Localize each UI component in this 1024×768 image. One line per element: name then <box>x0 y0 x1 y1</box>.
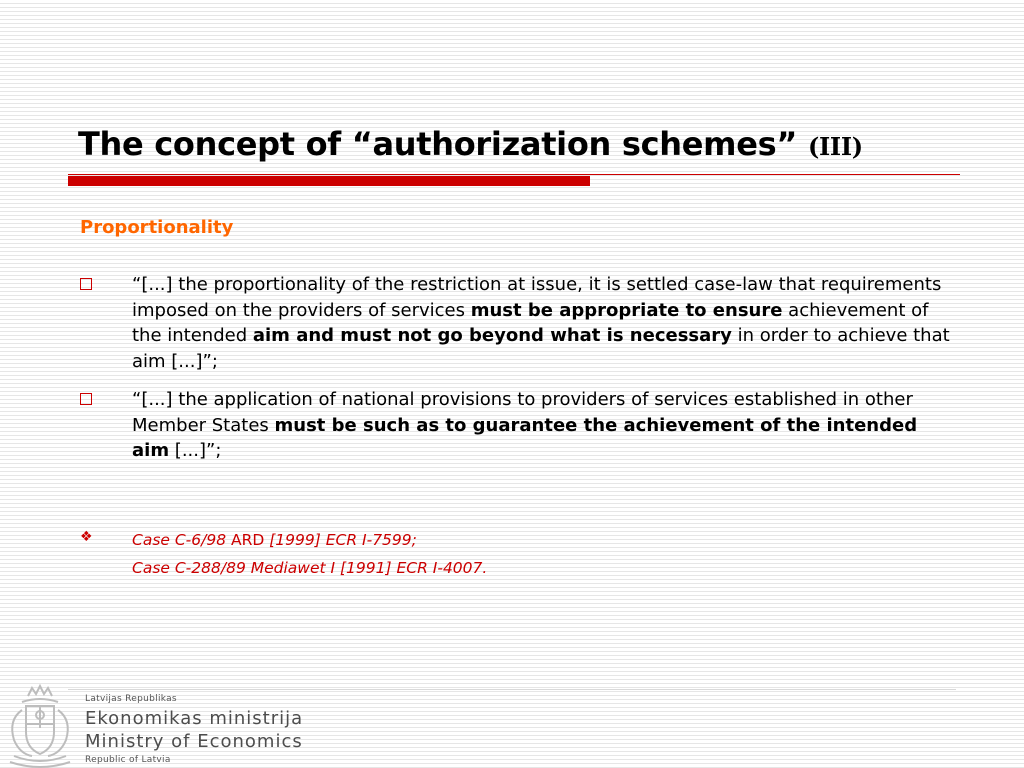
case-ref: [1999] ECR I-7599; <box>264 531 417 549</box>
footer-line-ministry-lv: Ekonomikas ministrija <box>85 708 304 729</box>
bullet-text-segment: achievement of the intended <box>132 299 929 346</box>
bullet-text <box>132 387 957 464</box>
case-citation <box>132 554 960 582</box>
bullet-item <box>80 387 960 464</box>
title-suffix: (III) <box>807 132 863 161</box>
hollow-square-bullet-icon <box>80 393 92 405</box>
bullet-text <box>132 272 957 374</box>
bullet-bold-segment: must be such as to guarantee the achievement of the intended aim <box>132 414 918 461</box>
footer-divider <box>68 689 956 690</box>
title-underline-thin <box>68 174 960 175</box>
bullet-text-segment: “[...] the application of national provisions to providers of services established in other Member States <box>132 389 913 436</box>
slide-title <box>78 122 863 169</box>
case-ref: Case C-6/98 <box>132 531 232 549</box>
case-party: ARD <box>231 531 265 549</box>
bullet-bold-segment: must be appropriate to ensure <box>470 299 783 321</box>
bullet-text-segment: [...]”; <box>169 440 222 461</box>
footer-line-ministry-en: Ministry of Economics <box>85 731 303 752</box>
title-main: The concept of “authorization schemes” <box>78 125 808 163</box>
bullet-text-segment: in order to achieve that aim [...]”; <box>132 325 950 372</box>
hollow-square-bullet-icon <box>80 278 92 290</box>
latvia-coat-of-arms-icon <box>0 684 80 768</box>
footer-line-republic-of-latvia: Republic of Latvia <box>85 755 171 765</box>
section-heading: Proportionality <box>80 217 234 238</box>
bullet-bold-segment: aim and must not go beyond what is necessary <box>252 325 732 346</box>
bullet-text-segment: “[...] the proportionality of the restriction at issue, it is settled case-law that requirements imposed on the providers of services <box>132 274 942 321</box>
footer-line-latvijas-republikas: Latvijas Republikas <box>85 694 177 704</box>
case-citations <box>80 526 960 582</box>
four-diamond-bullet-icon: ❖ <box>80 529 93 545</box>
title-underline-bar <box>68 176 590 186</box>
bullet-item <box>80 272 960 374</box>
case-ref: Case C-288/89 Mediawet I [1991] ECR I-4007. <box>132 559 488 577</box>
case-citation <box>132 526 960 554</box>
